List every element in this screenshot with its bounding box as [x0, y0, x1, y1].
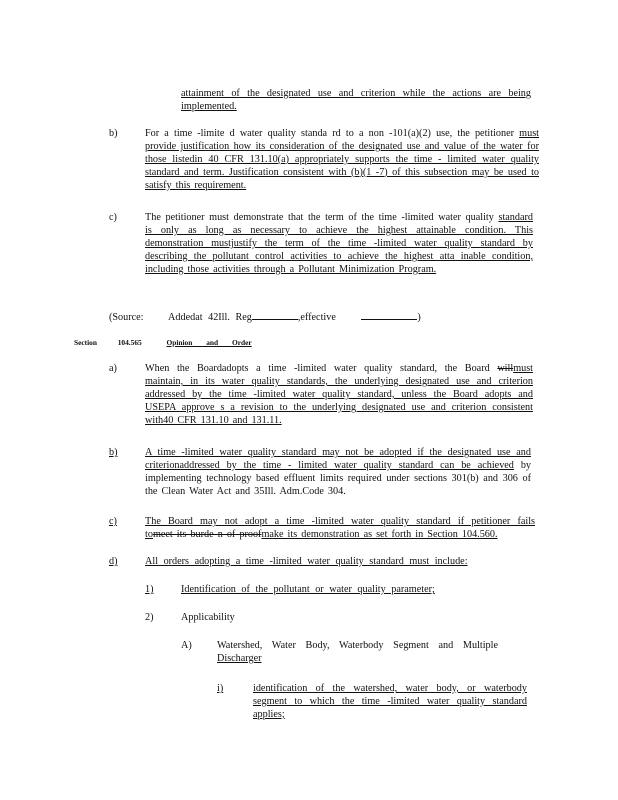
- para-c2-text: [145, 516, 535, 542]
- para-b-underlined: must provide justification how its consideration of the designated use and value of the water for those listedin 40 CFR 131.10(a) appropriately supports the time - limited water quality standard and term. Justification consistent with (b)(1 -7) of this subsection may be used to satisfy this requirement.: [145, 128, 539, 191]
- item-i-label: i): [217, 683, 224, 694]
- section-number: 104.565: [117, 338, 142, 347]
- para-a2-text: [145, 363, 533, 428]
- para-a2-plain: When the Boardadopts a time -limited water quality standard, the Board: [145, 363, 490, 374]
- source-open: (Source:: [109, 312, 144, 323]
- continuation-line-2: implemented.: [181, 101, 237, 112]
- para-a2-must: must: [513, 363, 534, 374]
- item-a-line-1: Watershed, Water Body, Waterbody Segment and Multiple: [217, 640, 498, 651]
- para-c2-to: to: [145, 528, 153, 540]
- para-b-label: b): [109, 128, 118, 139]
- para-b2-text: [145, 447, 531, 499]
- para-c-text: [145, 212, 533, 277]
- para-b2-underlined: A time -limited water quality standard may not be adopted if the designated use and criterionaddressed by the time - limited water quality standard can be achieved: [145, 447, 531, 471]
- para-c-underlined: standard is only as long as necessary to achieve the highest attainable condition. This demonstration mustjustify the term of the time -limited water quality standard by describing the pollutant control activities to achieve the highest atta inable condition, including those activities through a Pollutant Minimization Program.: [145, 212, 533, 275]
- para-c2-m: m: [261, 528, 270, 540]
- continuation-line-1: attainment of the designated use and criterion while the actions are being: [181, 88, 531, 99]
- para-c-label: c): [109, 212, 117, 223]
- source-effective: ,effective: [297, 312, 336, 323]
- para-c2-line-1: The Board may not adopt a time -limited water quality standard if petitioner fails: [145, 516, 535, 527]
- para-c2-struck: meet its burde n of proof: [152, 528, 262, 540]
- source-close: ): [417, 312, 421, 323]
- para-d2-label: d): [109, 556, 118, 567]
- para-c2-label: c): [109, 516, 117, 527]
- para-b-text: [145, 128, 539, 193]
- para-c2-rest: ake its demonstration as set forth in Section 104.560.: [269, 528, 498, 540]
- para-b-plain: For a time -limite d water quality standa rd to a non -101(a)(2) use, the petitioner: [145, 128, 515, 139]
- item-1-label: 1): [145, 584, 154, 595]
- item-a-label: A): [181, 640, 192, 651]
- para-c-plain: The petitioner must demonstrate that the term of the time -limited water quality: [145, 212, 494, 223]
- source-blank-2: [361, 310, 417, 320]
- para-d2-text: All orders adopting a time -limited water quality standard must include:: [145, 556, 468, 567]
- item-2-label: 2): [145, 612, 154, 623]
- item-2-text: Applicability: [181, 612, 235, 623]
- source-blank-1: [252, 310, 298, 320]
- source-added: Addedat 42Ill. Reg: [168, 312, 252, 323]
- para-a2-underlined: maintain, in its water quality standards, the underlying designated use and criterion addressed by the time -limited water quality standard, unless the Board adopts and USEPA approve s a revision to the underlying designated use and criterion consistent with40 CFR 131.10 and 131.11.: [145, 375, 533, 426]
- section-heading: [74, 337, 254, 350]
- para-b2-plain: by implementing technology based effluent limits required under sections 301(b) and 306 of the Clean Water Act and 35Ill. Adm.Code 304.: [145, 459, 531, 497]
- para-a2-label: a): [109, 363, 117, 374]
- source-line: [109, 310, 421, 325]
- section-title: Opinion and Order: [166, 338, 252, 347]
- section-label: Section: [74, 338, 97, 347]
- item-i-text: identification of the watershed, water body, or waterbody segment to which the time -limited water quality standard applies;: [253, 683, 527, 720]
- para-b2-label: b): [109, 447, 118, 458]
- item-1-text: Identification of the pollutant or water quality parameter;: [181, 584, 435, 595]
- item-a-line-2: Discharger: [217, 653, 262, 664]
- para-c2-line-2: [145, 529, 535, 542]
- para-a2-struck-will: will: [497, 363, 514, 374]
